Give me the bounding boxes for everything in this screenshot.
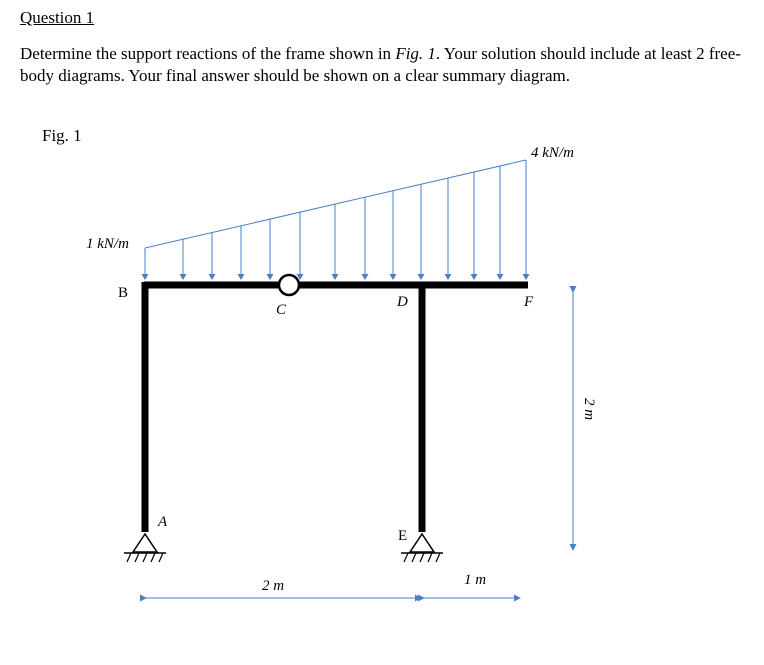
- pin-support-e: [401, 534, 443, 562]
- point-label-c: C: [276, 302, 287, 318]
- question-text-part1: Determine the support reactions of the frame shown in: [20, 44, 396, 63]
- load-arrowhead-2: [209, 274, 216, 280]
- point-label-f: F: [524, 294, 534, 310]
- load-arrowhead-10: [445, 274, 452, 280]
- load-arrowhead-12: [497, 274, 504, 280]
- point-label-a: A: [158, 514, 168, 530]
- load-arrowhead-6: [332, 274, 339, 280]
- figure-reference: Fig. 1: [395, 44, 436, 63]
- load-arrowhead-7: [362, 274, 369, 280]
- dim-label-overhang: 1 m: [464, 572, 487, 588]
- hinge-c: [279, 275, 299, 295]
- pin-support-a: [124, 534, 166, 562]
- load-label-right: 4 kN/m: [531, 145, 574, 161]
- load-arrows: [142, 160, 530, 280]
- dim-label-vertical: 2 m: [581, 398, 597, 421]
- dim-label-main: 2 m: [262, 578, 285, 594]
- load-arrowhead-1: [180, 274, 187, 280]
- point-label-b: B: [118, 285, 129, 301]
- point-label-e: E: [398, 528, 408, 544]
- load-label-left: 1 kN/m: [86, 236, 129, 252]
- question-text-part2: . Your solution should include at least 2 free-body diagrams. Your final answer should be shown on a clear summary diagram.: [20, 44, 741, 85]
- load-arrowhead-11: [471, 274, 478, 280]
- figure-label: Fig. 1: [42, 126, 82, 145]
- question-title: Question 1: [20, 8, 95, 27]
- load-arrowhead-3: [238, 274, 245, 280]
- load-arrowhead-9: [418, 274, 425, 280]
- point-label-d: D: [397, 294, 408, 310]
- load-arrowhead-0: [142, 274, 149, 280]
- load-arrowhead-8: [390, 274, 397, 280]
- load-arrowhead-4: [267, 274, 274, 280]
- load-arrowhead-13: [523, 274, 530, 280]
